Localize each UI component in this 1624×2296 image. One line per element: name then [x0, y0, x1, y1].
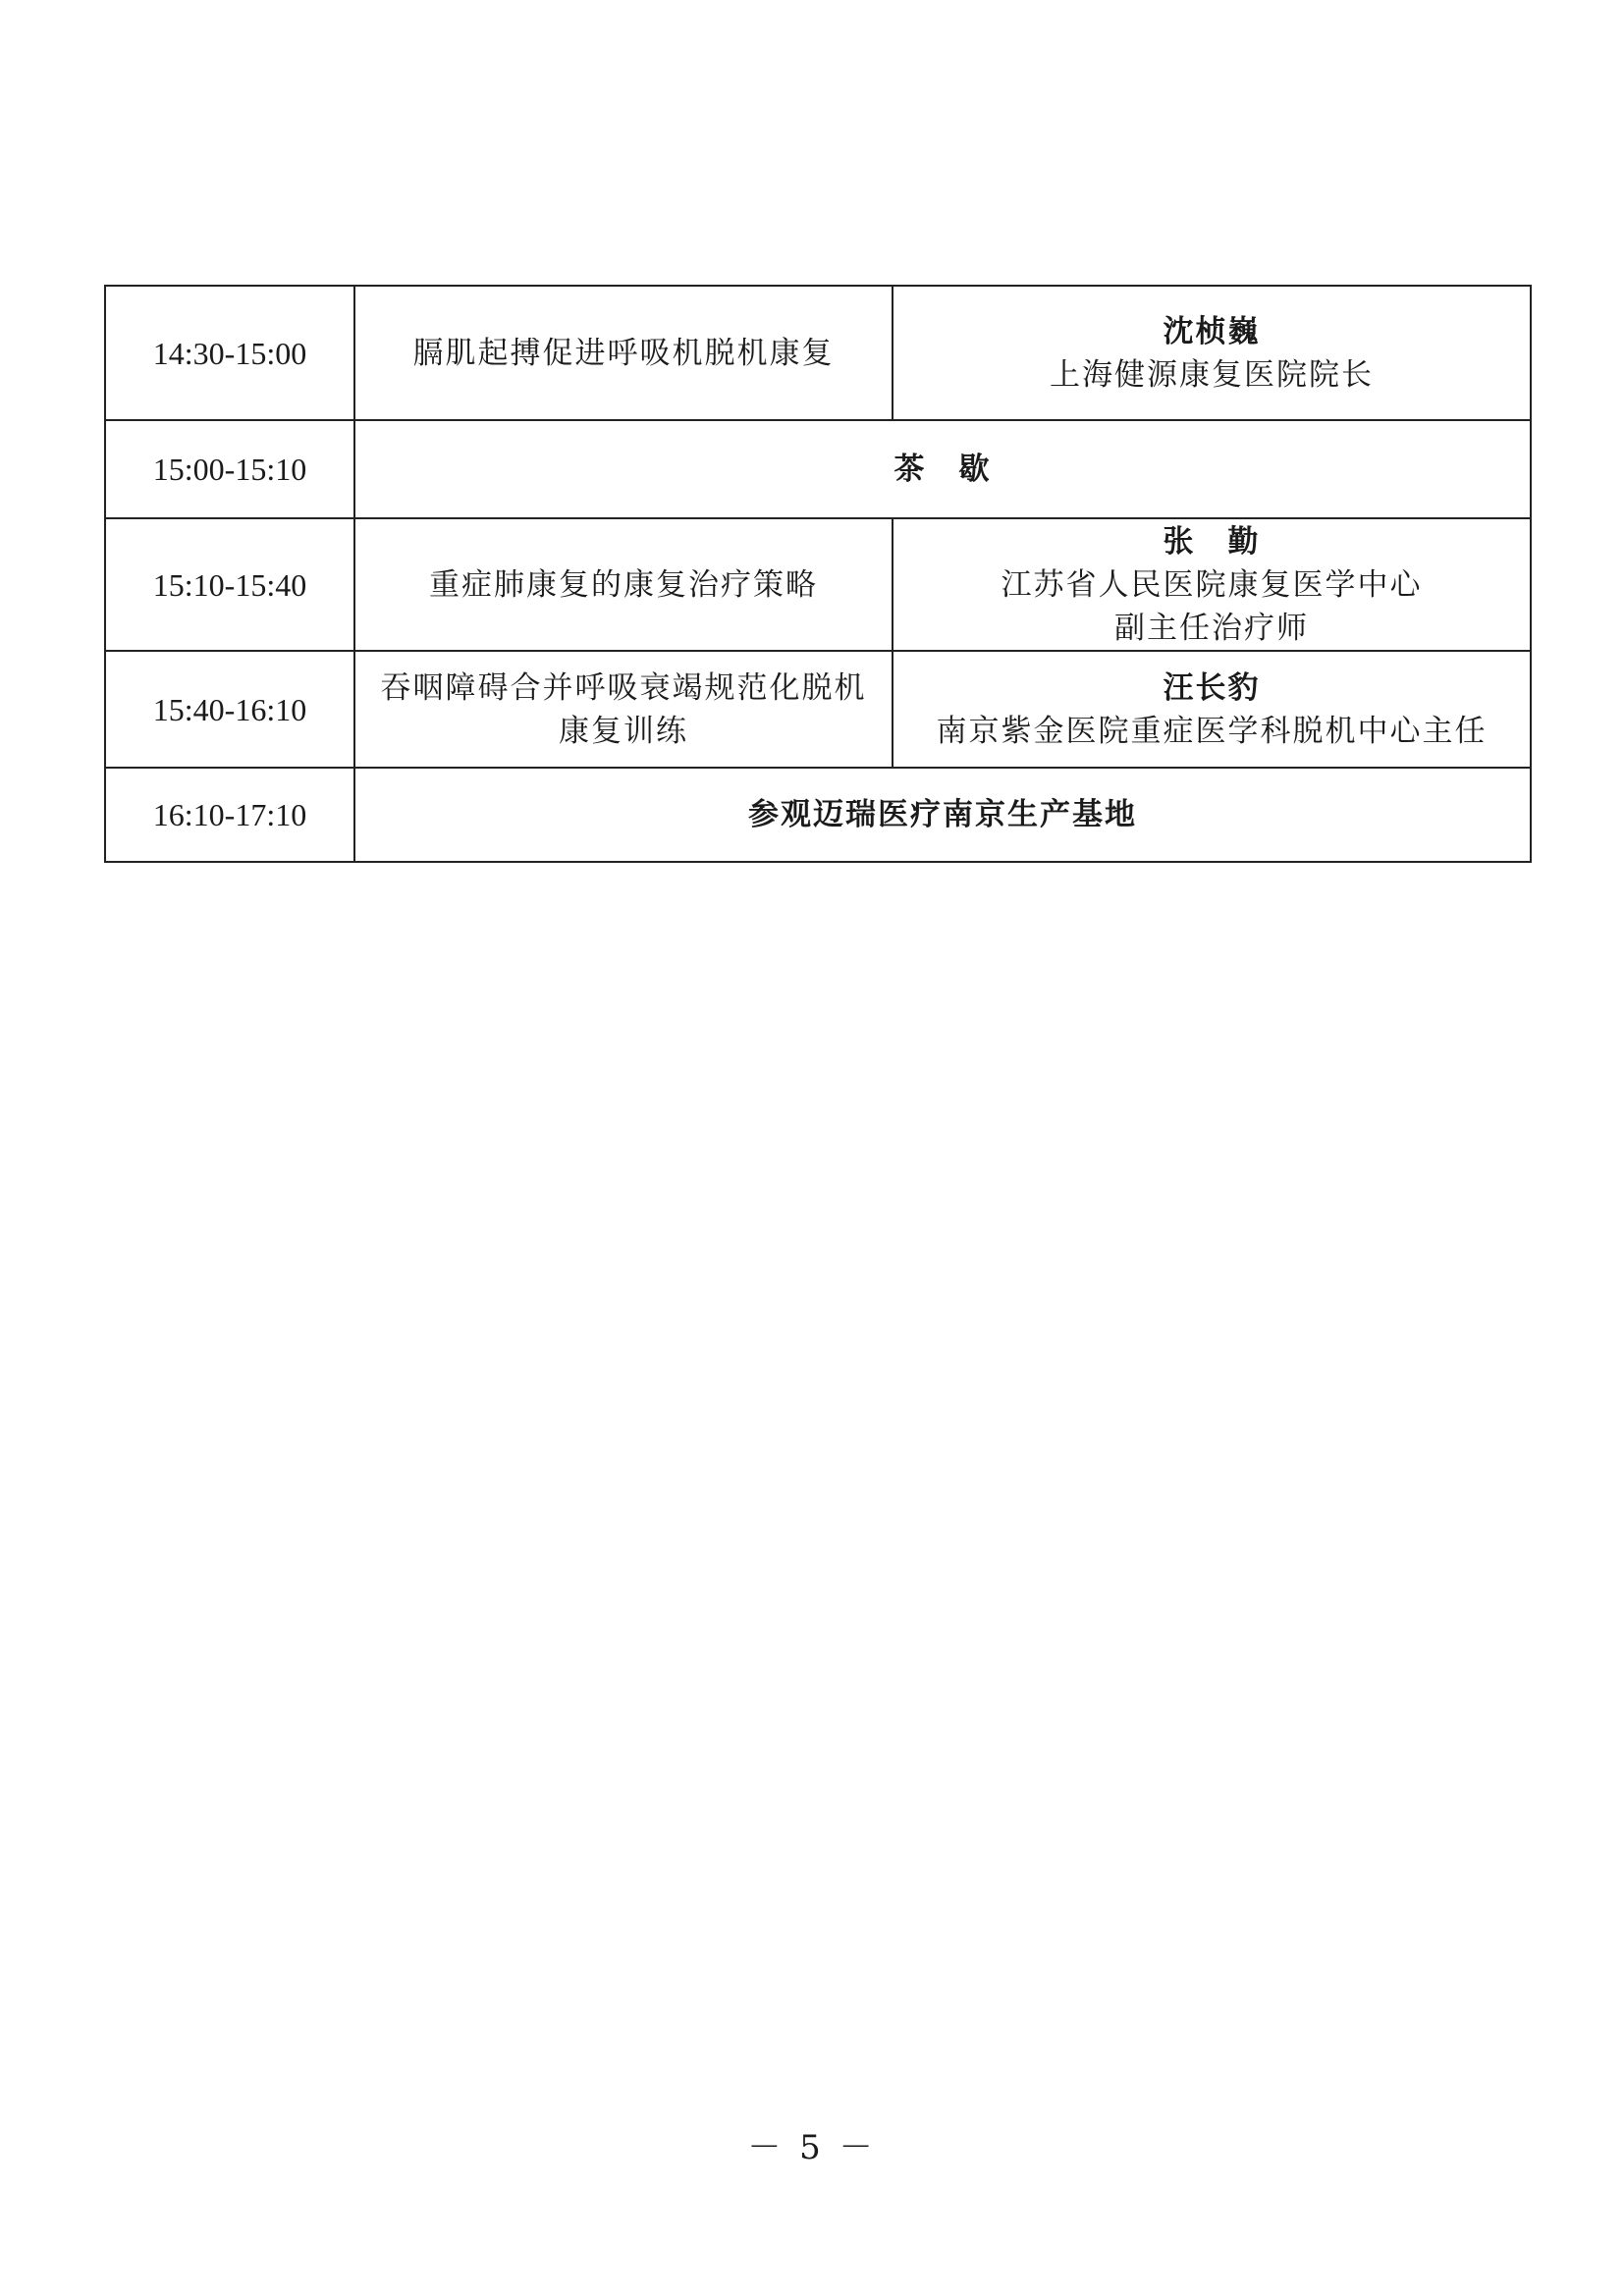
- schedule-table: [104, 285, 1532, 863]
- time-cell: 16:10-17:10: [105, 768, 354, 862]
- activity-cell: 茶 歇: [354, 420, 1531, 518]
- speaker-title: 上海健源康复医院院长: [1050, 356, 1374, 393]
- topic-cell: 重症肺康复的康复治疗策略: [354, 518, 893, 651]
- topic-line: 吞咽障碍合并呼吸衰竭规范化脱机: [380, 669, 867, 706]
- speaker-title: 江苏省人民医院康复医学中心: [1001, 566, 1423, 603]
- speaker-name: 张 勤: [1163, 523, 1261, 560]
- activity-cell: 参观迈瑞医疗南京生产基地: [354, 768, 1531, 862]
- speaker-cell: [893, 286, 1531, 420]
- page-number: － 5 －: [747, 2128, 877, 2167]
- speaker-cell: [893, 518, 1531, 651]
- speaker-name: 汪长豹: [1163, 669, 1261, 706]
- topic-line: 康复训练: [559, 713, 688, 749]
- time-cell: 15:00-15:10: [105, 420, 354, 518]
- table-row: [105, 420, 1531, 518]
- topic-cell: [354, 651, 893, 768]
- table-row: [105, 651, 1531, 768]
- speaker-name: 沈桢巍: [1163, 313, 1261, 349]
- speaker-title: 副主任治疗师: [1114, 610, 1309, 646]
- time-cell: 15:10-15:40: [105, 518, 354, 651]
- time-cell: 15:40-16:10: [105, 651, 354, 768]
- time-cell: 14:30-15:00: [105, 286, 354, 420]
- table-row: [105, 518, 1531, 651]
- speaker-title: 南京紫金医院重症医学科脱机中心主任: [936, 713, 1488, 749]
- table-row: [105, 768, 1531, 862]
- speaker-cell: [893, 651, 1531, 768]
- topic-cell: 膈肌起搏促进呼吸机脱机康复: [354, 286, 893, 420]
- table-row: [105, 286, 1531, 420]
